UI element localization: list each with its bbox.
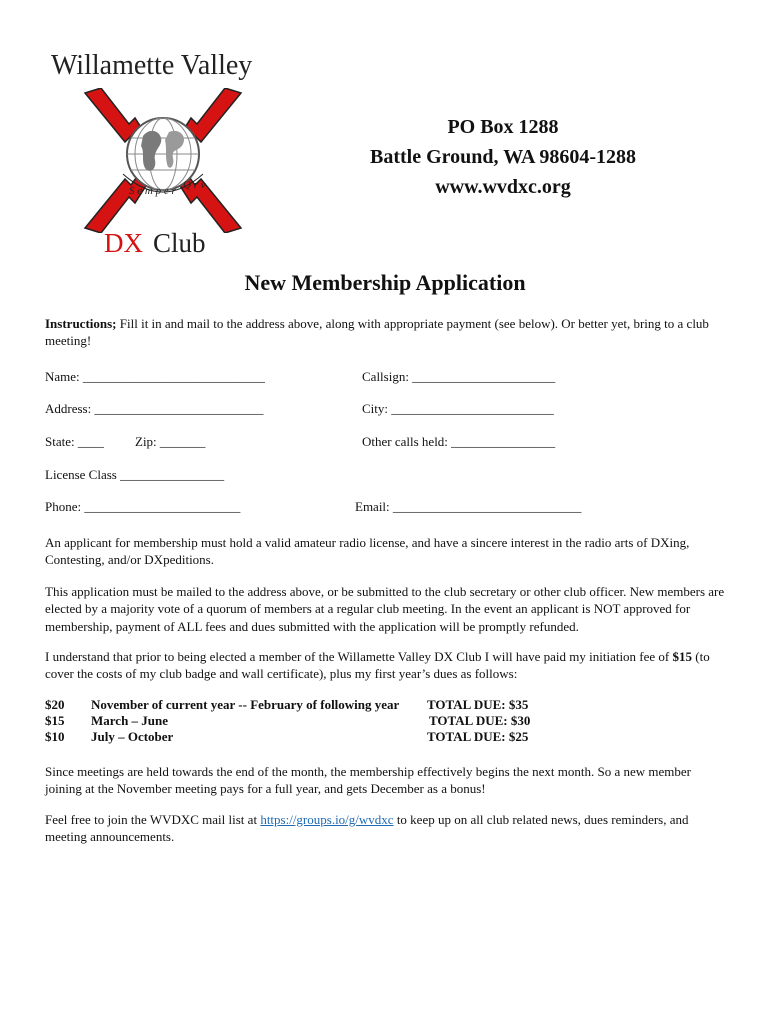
svg-text:S e m p e r: S e m p e r	[129, 185, 176, 197]
instructions	[45, 315, 731, 350]
state-field[interactable]: State: ____	[45, 434, 104, 449]
field-row-name	[45, 369, 731, 387]
dues-period: July – October	[91, 729, 174, 744]
initiation-text-a: I understand that prior to being elected a member of the Willamette Valley DX Club I will have paid my initiation fee of	[45, 649, 673, 664]
instructions-text: Fill it in and mail to the address above, along with appropriate payment (see below). Or better yet, bring to a club meeting!	[45, 316, 709, 349]
dues-row	[45, 729, 605, 745]
mail-list-text-b: to keep up on all club related news, dues reminders, and meeting announcements.	[45, 812, 689, 845]
logo-club: Club	[153, 228, 206, 258]
election-paragraph: This application must be mailed to the address above, or be submitted to the club secretary or other club officer. New members are elected by a majority vote of a quorum of members at a regular club meeting. In the event an applicant is NOT approved for membership, payment of ALL fees and dues submitted with the application will be promptly refunded.	[45, 584, 725, 634]
page-title: New Membership Application	[244, 270, 526, 295]
membership-start-paragraph: Since meetings are held towards the end of the month, the membership effectively begins the next month. So a new member joining at the November meeting pays for a full year, and gets December as a bonus!	[45, 764, 691, 797]
dues-period: November of current year -- February of following year	[91, 697, 400, 712]
club-address	[338, 112, 668, 202]
name-field[interactable]: Name: ____________________________	[45, 369, 265, 384]
address-website: www.wvdxc.org	[435, 176, 571, 198]
dues-total: TOTAL DUE: $25	[427, 729, 529, 744]
city-field[interactable]: City: _________________________	[362, 401, 554, 416]
svg-text:Q r v: Q r v	[183, 179, 206, 191]
initiation-fee-paragraph	[45, 648, 731, 683]
field-row-address	[45, 401, 731, 419]
license-requirement-paragraph: An applicant for membership must hold a valid amateur radio license, and have a sincere interest in the radio arts of DXing, Contesting, and/or DXpeditions.	[45, 535, 690, 568]
mail-list-text-a: Feel free to join the WVDXC mail list at	[45, 812, 261, 827]
logo-title: Willamette Valley	[51, 50, 253, 81]
field-row-license	[45, 467, 731, 485]
callsign-field[interactable]: Callsign: ______________________	[362, 369, 556, 384]
dues-row	[45, 713, 605, 729]
dues-amount: $20	[45, 697, 65, 712]
email-field[interactable]: Email: _____________________________	[355, 499, 582, 514]
zip-field[interactable]: Zip: _______	[135, 434, 206, 449]
initiation-fee: $15	[672, 649, 693, 664]
address-field[interactable]: Address: __________________________	[45, 401, 264, 416]
field-row-phone	[45, 499, 731, 517]
mail-list-paragraph	[45, 811, 731, 846]
dues-amount: $15	[45, 713, 65, 728]
dues-period: March – June	[91, 713, 169, 728]
dues-amount: $10	[45, 729, 65, 744]
initiation-text-b: (to cover the costs of my club badge and wall certificate), plus my first year’s dues as follows:	[45, 649, 710, 682]
dues-total: TOTAL DUE: $35	[427, 697, 529, 712]
lightning-globe-icon	[83, 88, 243, 233]
logo-subtitle	[104, 230, 206, 257]
dues-total: TOTAL DUE: $30	[429, 713, 531, 728]
club-logo	[48, 52, 273, 262]
address-po-box: PO Box 1288	[447, 116, 559, 138]
dues-row	[45, 697, 605, 713]
instructions-label: Instructions;	[45, 316, 117, 331]
phone-field[interactable]: Phone: ________________________	[45, 499, 241, 514]
other-calls-field[interactable]: Other calls held: ________________	[362, 434, 556, 449]
license-class-field[interactable]: License Class ________________	[45, 467, 225, 482]
field-row-state	[45, 434, 731, 452]
dues-table	[45, 697, 605, 745]
logo-dx: DX	[104, 228, 143, 258]
address-city: Battle Ground, WA 98604-1288	[370, 146, 636, 168]
mail-list-link[interactable]: https://groups.io/g/wvdxc	[260, 812, 394, 827]
